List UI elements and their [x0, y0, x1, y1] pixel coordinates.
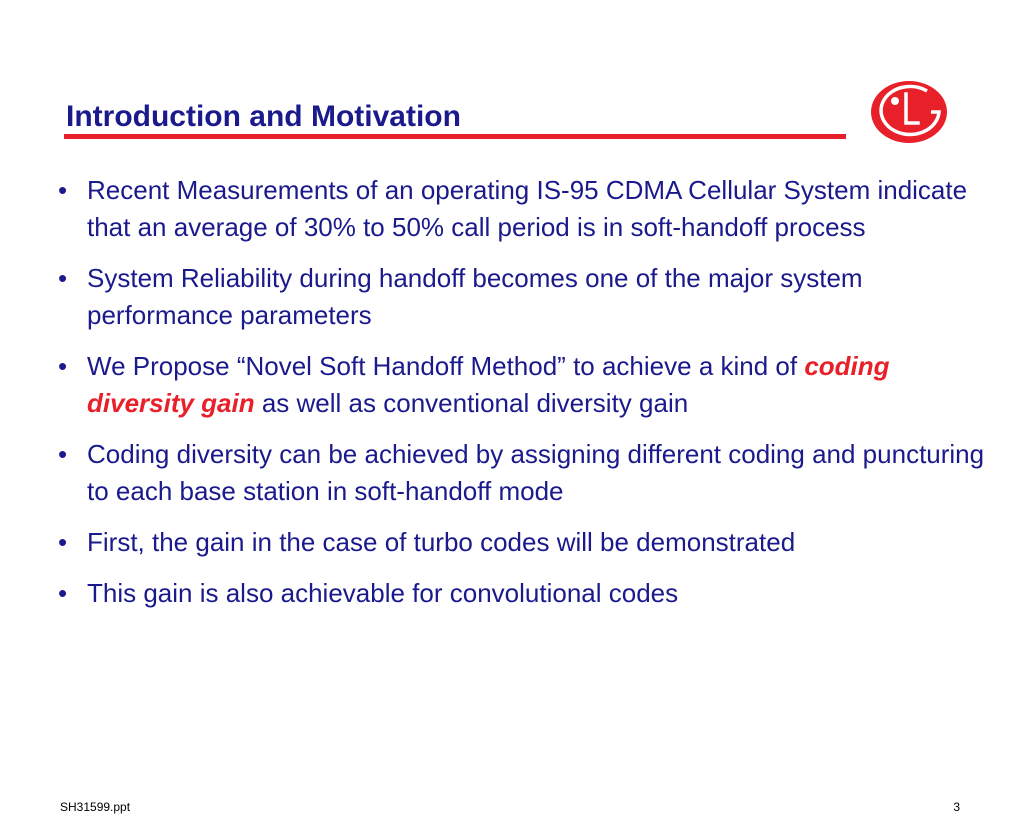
bullet-item: • Coding diversity can be achieved by assigning different coding and puncturing to each base station in soft-handoff mode: [58, 436, 988, 510]
title-underline: [64, 134, 846, 139]
bullet-text: as well as conventional diversity gain: [254, 388, 689, 418]
bullet-item: • Recent Measurements of an operating IS-95 CDMA Cellular System indicate that an average of 30% to 50% call period is in soft-handoff process: [58, 172, 988, 246]
bullet-list: [58, 172, 988, 626]
bullet-item: • First, the gain in the case of turbo codes will be demonstrated: [58, 524, 988, 561]
footer-filename: SH31599.ppt: [60, 800, 131, 814]
emphasis-text: coding diversity gain: [87, 351, 890, 418]
slide-title: Introduction and Motivation: [66, 100, 461, 133]
bullet-item: • System Reliability during handoff becomes one of the major system performance parameters: [58, 260, 988, 334]
bullet-text: We Propose “Novel Soft Handoff Method” to achieve a kind of: [87, 351, 805, 381]
page-number: 3: [953, 800, 960, 814]
bullet-item: • This gain is also achievable for convolutional codes: [58, 575, 988, 612]
lg-logo-icon: [869, 79, 949, 145]
bullet-item: [58, 348, 988, 422]
